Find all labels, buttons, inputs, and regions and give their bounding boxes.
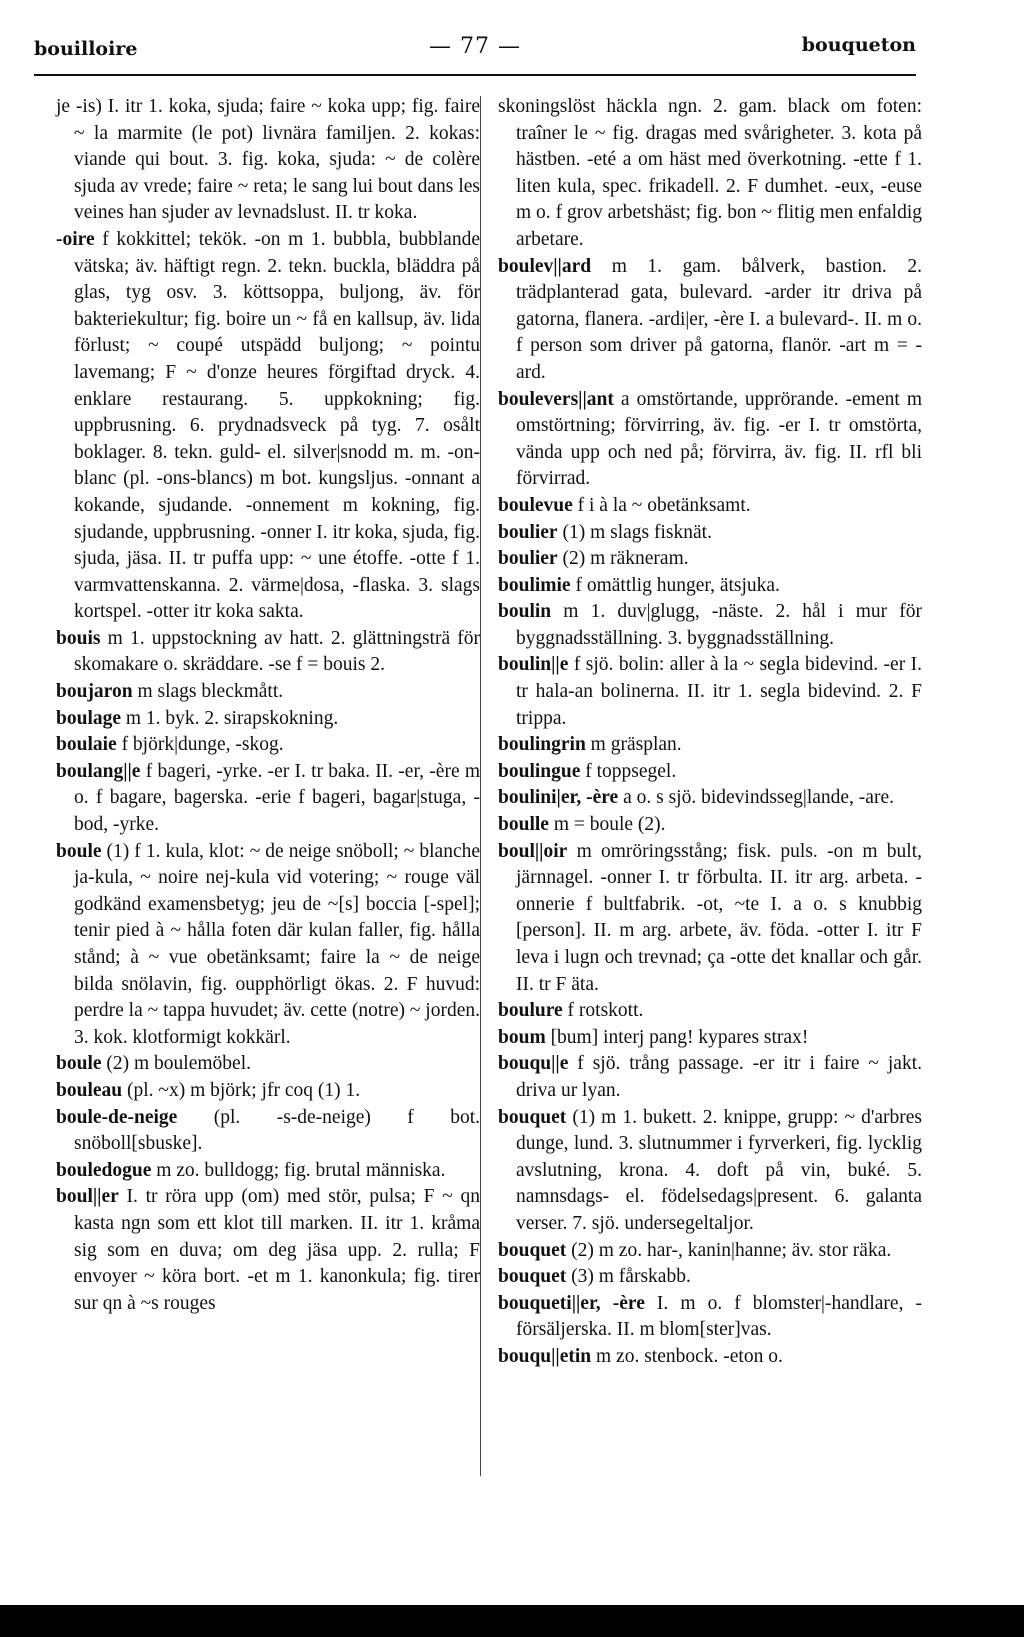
entry-headword: boulle [498, 814, 549, 836]
entry-definition: (1) m 1. bukett. 2. knippe, grupp: ~ d'arbres dunge, lund. 3. slutnummer i fyrverkeri, fig. lycklig avslutning, krona. 4. doft på vin, buké. 5. namnsdags- el. födelsedags|present. 6. galanta verser. 7. sjö. undersegeltaljor. [516, 1106, 922, 1234]
dictionary-entry [498, 546, 922, 573]
entry-definition: (1) m slags fisknät. [562, 521, 712, 543]
entry-headword: boulin [498, 601, 552, 623]
dictionary-entry [498, 520, 922, 547]
entry-definition: m slags bleckmått. [137, 681, 284, 703]
entry-definition: f björk|dunge, -skog. [121, 734, 284, 756]
dictionary-entry [56, 679, 480, 706]
entry-definition: (1) f 1. kula, klot: ~ de neige snöboll; ~ blanche ja-kula, ~ noire nej-kula vid votering; ~ rouge väl godkänd examensbetyg; jeu de ~[s] boccia [-spel]; tenir pied à ~ hålla foten där kulan faller, fig. hålla stånd; à ~ vue obetänksamt; faire la ~ de neige bilda snölavin, fig. oupphörligt ökas. 2. F huvud: perdre la ~ tappa huvudet; äv. cette (notre) ~ jorden. 3. kok. klotformigt kokkärl. [74, 840, 481, 1048]
entry-definition: (2) m zo. har-, kanin|hanne; äv. stor räka. [571, 1239, 892, 1261]
entry-headword: boulure [498, 1000, 563, 1022]
entry-definition: je -is) I. itr 1. koka, sjuda; faire ~ koka upp; fig. faire ~ la marmite (le pot) livnära familjen. 2. kokas: viande qui bout. 3. fig. koka, sjuda: ~ de colère sjuda av vrede; faire ~ reta; le sang lui bout dans les veines han sjuder av levnadslust. II. tr koka. [56, 96, 480, 224]
entry-headword: boum [498, 1026, 546, 1048]
entry-definition: (2) m räkneram. [562, 548, 689, 570]
dictionary-entry [56, 94, 480, 227]
dictionary-entry [498, 785, 922, 812]
page-header [34, 34, 916, 74]
dictionary-entry [498, 493, 922, 520]
entry-headword: boulaie [56, 734, 117, 756]
entry-headword: boulimie [498, 574, 571, 596]
entry-definition: m omröringsstång; fisk. puls. -on m bult, järnnagel. -onner I. tr förbulta. II. itr arg. arbeta. -onnerie f bultfabrik. -ot, ~te I. a o. s knubbig [person]. II. m arg. arbete, äv. föda. -otter I. itr F leva i lugn och trevnad; ça -otte det knallar och går. II. tr F äta. [516, 840, 922, 995]
entry-headword: bouquet [498, 1266, 567, 1288]
entry-definition: [bum] interj pang! kypares strax! [550, 1026, 809, 1048]
dictionary-entry [56, 706, 480, 733]
entry-definition: f sjö. trång passage. -er itr i faire ~ jakt. driva ur lyan. [516, 1053, 923, 1101]
dictionary-entry [56, 1105, 480, 1158]
dictionary-entry [56, 1051, 480, 1078]
scan-edge-bar [0, 1605, 1024, 1637]
entry-headword: bouledogue [56, 1159, 152, 1181]
dictionary-entry [56, 1078, 480, 1105]
left-running-headword: bouilloire [34, 38, 138, 60]
entry-headword: bouqu||e [498, 1053, 569, 1075]
entry-headword: boule-de-neige [56, 1106, 178, 1128]
entry-headword: boulier [498, 521, 558, 543]
dictionary-entry [498, 759, 922, 786]
entry-headword: boulev||ard [498, 255, 592, 277]
entry-definition: skoningslöst häckla ngn. 2. gam. black om foten: traîner le ~ fig. dragas med svårigheter. 3. kota på hästben. -eté a om häst med överkotning. -ette f 1. liten kula, spec. frikadell. 2. F dumhet. -eux, -euse m o. f grov arbetshäst; fig. bon ~ flitig men enfaldig arbetare. [498, 96, 922, 250]
entry-definition: (2) m boulemöbel. [106, 1053, 251, 1075]
dictionary-entry [498, 573, 922, 600]
entry-definition: I. tr röra upp (om) med stör, pulsa; F ~ qn kasta ngn som ett klot till marken. II. itr 1. kråma sig som en duva; om deg jäsa upp. 2. rulla; F envoyer ~ köra bort. -et m 1. kanonkula; fig. tirer sur qn à ~s rouges [74, 1186, 481, 1314]
entry-headword: boulini|er, -ère [498, 787, 619, 809]
dictionary-entry [498, 812, 922, 839]
dictionary-entry [498, 1291, 923, 1344]
entry-definition: m 1. duv|glugg, -näste. 2. hål i mur för byggnadsställning. 3. byggnadsställning. [516, 601, 922, 649]
entry-definition: m zo. stenbock. -eton o. [596, 1345, 783, 1367]
dictionary-entry [56, 759, 481, 839]
entry-headword: boule [56, 840, 102, 862]
entry-definition: a o. s sjö. bidevindsseg|lande, -are. [623, 787, 894, 809]
entry-headword: boul||oir [498, 840, 568, 862]
entry-headword: boulevers||ant [498, 388, 614, 410]
entry-headword: boul||er [56, 1186, 119, 1208]
entry-definition: m 1. gam. bålverk, bastion. 2. trädplanterad gata, bulevard. -arder itr driva på gatorna, flanera. -ardi|er, -ère I. a bulevard-. II. m o. f person som driver på gatorna, flanör. -art m = -ard. [516, 255, 922, 383]
entry-definition: I. m o. f blomster|-handlare, -försäljerska. II. m blom[ster]vas. [516, 1292, 923, 1341]
entry-definition: f bageri, -yrke. -er I. tr baka. II. -er, -ère m o. f bagare, bagerska. -erie f bageri, bagar|stuga, -bod, -yrke. [74, 760, 481, 836]
entry-headword: boulin||e [498, 654, 569, 676]
dictionary-entry [56, 626, 480, 679]
entry-headword: boulevue [498, 494, 573, 516]
entry-headword: bouquet [498, 1106, 567, 1128]
entry-headword: boule [56, 1053, 102, 1075]
entry-headword: boulage [56, 707, 122, 729]
dictionary-entry [56, 227, 480, 626]
entry-headword: boulingrin [498, 734, 586, 756]
entry-headword: boulang||e [56, 760, 141, 782]
dictionary-entry [56, 1158, 480, 1185]
entry-definition: f i à la ~ obetänksamt. [577, 494, 751, 516]
entry-definition: f rotskott. [567, 1000, 644, 1022]
entry-definition: (pl. ~x) m björk; jfr coq (1) 1. [126, 1079, 361, 1101]
dictionary-entry [498, 1264, 922, 1291]
dictionary-entry [498, 652, 922, 732]
entry-definition: f sjö. bolin: aller à la ~ segla bidevind. -er I. tr hala-an bolinerna. II. itr 1. segla bidevind. 2. F trippa. [516, 654, 922, 729]
entry-headword: bouquet [498, 1239, 567, 1261]
entry-headword: bouqueti||er, -ère [498, 1292, 645, 1314]
entry-headword: boulingue [498, 760, 581, 782]
dictionary-entry [56, 839, 481, 1052]
entry-definition: f toppsegel. [585, 760, 677, 782]
dictionary-entry [56, 732, 480, 759]
column-divider [480, 96, 481, 1476]
entry-definition: m gräsplan. [590, 734, 682, 756]
entry-definition: (3) m fårskabb. [571, 1266, 691, 1288]
entry-definition: m zo. bulldogg; fig. brutal människa. [156, 1159, 446, 1181]
entry-definition: m = boule (2). [553, 814, 666, 836]
dictionary-entry [498, 1051, 923, 1104]
entry-headword: bouqu||etin [498, 1345, 592, 1367]
dictionary-entry [498, 839, 922, 999]
entry-definition: f omättlig hunger, ätsjuka. [575, 574, 780, 596]
entry-definition: a omstörtande, upprörande. -ement m omstörtning; förvirring, äv. fig. -er I. tr omstörta, vända upp och ned på; förvirra, äv. fig. II. rfl bli förvirrad. [516, 388, 923, 490]
entry-definition: m 1. byk. 2. sirapskokning. [125, 707, 339, 729]
entry-headword: boujaron [56, 681, 133, 703]
right-column [498, 94, 922, 1371]
dictionary-entry [498, 94, 922, 254]
dictionary-entry [498, 732, 922, 759]
dictionary-entry [56, 1184, 481, 1317]
entry-headword: boulier [498, 548, 558, 570]
entry-definition: f kokkittel; tekök. -on m 1. bubbla, bubblande vätska; äv. häftigt regn. 2. tekn. buckla, bläddra på glas, tyg osv. 3. köttsoppa, buljong, äv. för bakteriekultur; fig. boire un ~ få en kallsup, äv. lida förlust; ~ coupé utspädd buljong; ~ pointu lavemang; F ~ d'onze heures förgiftad dryck. 4. enklare restaurang. 5. uppkokning; fig. uppbrusning. 6. prydnadsveck på tyg. 7. osålt boklager. 8. tekn. guld- el. silver|snodd m. m. -on-blanc (pl. -ons-blancs) m bot. kungsljus. -onnant a kokande, sjudande. -onnement m kokning, fig. sjudande, uppbrusning. -onner I. itr koka, sjuda, fig. sjuda, jäsa. II. tr puffa upp: ~ une étoffe. -otte f 1. varmvattenskanna. 2. värme|dosa, -flaska. 3. slags kortspel. -otter itr koka sakta. [74, 228, 480, 623]
entry-headword: bouleau [56, 1079, 123, 1101]
page-number: — 77 — [429, 34, 521, 59]
dictionary-entry [498, 599, 922, 652]
right-running-headword: bouqueton [801, 34, 916, 56]
entry-definition: m 1. uppstockning av hatt. 2. glättningsträ för skomakare o. skräddare. -se f = bouis 2. [74, 627, 480, 676]
dictionary-entry [498, 1025, 922, 1052]
entry-definition: (pl. -s-de-neige) f bot. snöboll[sbuske]. [74, 1106, 480, 1155]
entry-headword: bouis [56, 627, 101, 649]
dictionary-entry [498, 254, 922, 387]
dictionary-entry [498, 998, 922, 1025]
dictionary-entry [498, 1238, 922, 1265]
header-rule [34, 74, 916, 76]
dictionary-entry [498, 387, 923, 493]
left-column [56, 94, 480, 1317]
dictionary-entry [498, 1344, 922, 1371]
dictionary-entry [498, 1105, 922, 1238]
entry-headword: -oire [56, 228, 95, 250]
